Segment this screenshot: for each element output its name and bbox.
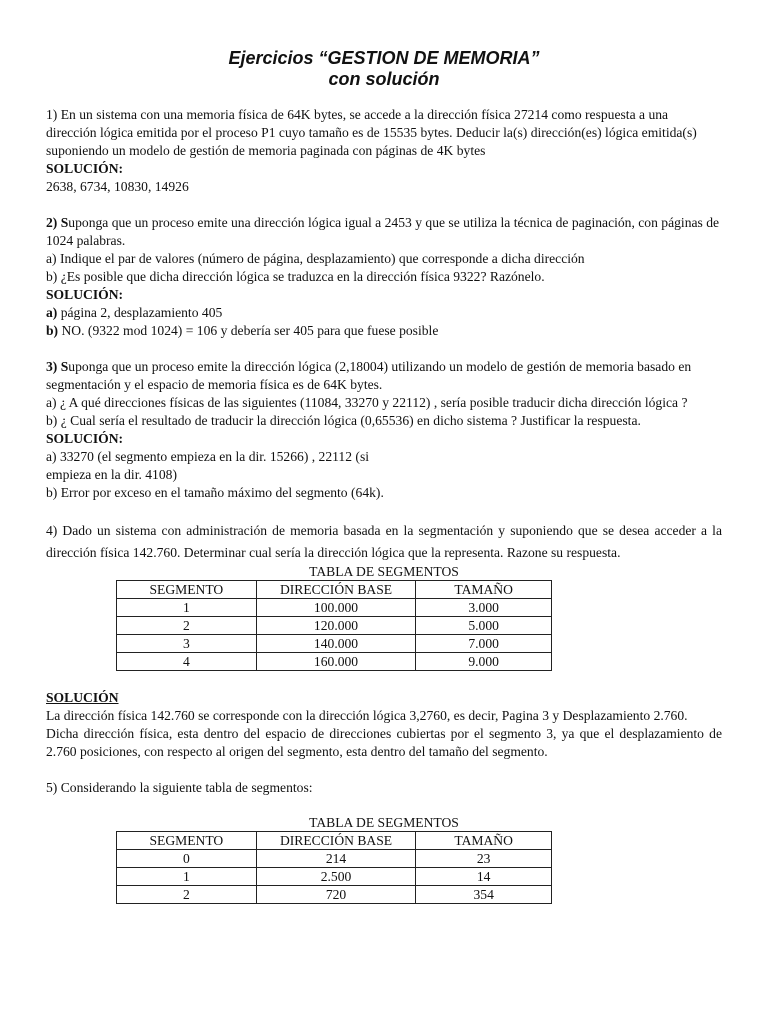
exercise-5-statement: 5) Considerando la siguiente tabla de segmentos:	[46, 780, 313, 795]
table-cell: 160.000	[256, 653, 416, 671]
answer-a-label: a)	[46, 305, 58, 320]
exercise-2-question-a: a) Indique el par de valores (número de página, desplazamiento) que corresponde a dicha dirección	[46, 251, 585, 266]
exercise-2-statement	[46, 214, 722, 250]
exercise-4-statement: 4) Dado un sistema con administración de memoria basada en la segmentación y suponiendo que se desea acceder a la dirección física 142.760. Determinar cual sería la dirección lógica que la representa. Razone su respuesta.	[46, 523, 722, 560]
table-cell: 3.000	[416, 599, 552, 617]
table-cell: 14	[416, 868, 552, 886]
table-header-row	[117, 581, 552, 599]
segment-table-2-caption: TABLA DE SEGMENTOS	[309, 815, 459, 830]
table-cell: 2.500	[256, 868, 416, 886]
exercise-3-text: uponga que un proceso emite la dirección lógica (2,18004) utilizando un modelo de gestión de memoria basado en segmentación y el espacio de memoria física es de 64K bytes.	[46, 359, 692, 392]
table-cell: 0	[117, 850, 257, 868]
exercise-3-answer-a-line1: a) 33270 (el segmento empieza en la dir. 15266) , 22112 (si	[46, 449, 370, 464]
segment-table-1-caption: TABLA DE SEGMENTOS	[309, 564, 459, 579]
exercise-3-answer-a-line2: empieza en la dir. 4108)	[46, 467, 177, 482]
table-cell: 214	[256, 850, 416, 868]
exercise-4-solution-p2: Dicha dirección física, esta dentro del espacio de direcciones cubiertas por el segmento 3, ya que el desplazamiento de 2.760 posiciones, con respecto al origen del segmento, esta dentro del tamaño del segmento.	[46, 726, 722, 759]
answer-a-text: página 2, desplazamiento 405	[57, 305, 223, 320]
document-title: Ejercicios “GESTION DE MEMORIA”	[228, 48, 540, 68]
table-cell: 1	[117, 599, 257, 617]
header-segmento: SEGMENTO	[117, 581, 257, 599]
header-segmento: SEGMENTO	[117, 832, 257, 850]
exercise-3-statement	[46, 358, 722, 394]
table-cell: 120.000	[256, 617, 416, 635]
table-cell: 9.000	[416, 653, 552, 671]
answer-b-text: NO. (9322 mod 1024) = 106 y debería ser 405 para que fuese posible	[58, 323, 439, 338]
exercise-4-solution-p1: La dirección física 142.760 se corresponde con la dirección lógica 3,2760, es decir, Pagina 3 y Desplazamiento 2.760.	[46, 708, 688, 723]
document-subtitle: con solución	[328, 69, 440, 89]
segment-table-1	[116, 580, 552, 671]
exercise-1-statement: 1) En un sistema con una memoria física de 64K bytes, se accede a la dirección física 27214 como respuesta a una dirección lógica emitida por el proceso P1 cuyo tamaño es de 15535 bytes. Deducir la(s) dirección(es) lógica emitida(s) suponiendo un modelo de gestión de memoria paginada con páginas de 4K bytes	[46, 107, 697, 158]
document-body	[46, 106, 722, 904]
table-header-row	[117, 832, 552, 850]
exercise-2-answer-b	[46, 322, 722, 340]
table-cell: 3	[117, 635, 257, 653]
table-row	[117, 653, 552, 671]
table-row	[117, 617, 552, 635]
exercise-3-number: 3) S	[46, 359, 69, 374]
exercise-1-answer: 2638, 6734, 10830, 14926	[46, 179, 189, 194]
exercise-3-solution-label: SOLUCIÓN:	[46, 431, 124, 446]
header-tamano: TAMAÑO	[416, 832, 552, 850]
exercise-4-solution-label: SOLUCIÓN	[46, 690, 119, 705]
header-direccion-base: DIRECCIÓN BASE	[256, 832, 416, 850]
exercise-3-question-a: a) ¿ A qué direcciones físicas de las siguientes (11084, 33270 y 22112) , sería posible traducir dicha dirección lógica ?	[46, 395, 688, 410]
table-row	[117, 599, 552, 617]
table-row	[117, 868, 552, 886]
exercise-3-answer-b: b) Error por exceso en el tamaño máximo del segmento (64k).	[46, 485, 384, 500]
table-cell: 7.000	[416, 635, 552, 653]
segment-table-2	[116, 831, 552, 904]
exercise-2-answer-a	[46, 304, 722, 322]
table-cell: 23	[416, 850, 552, 868]
table-cell: 5.000	[416, 617, 552, 635]
exercise-2-question-b: b) ¿Es posible que dicha dirección lógica se traduzca en la dirección física 9322? Razónelo.	[46, 269, 545, 284]
exercise-1-solution-label: SOLUCIÓN:	[46, 161, 124, 176]
exercise-3-question-b: b) ¿ Cual sería el resultado de traducir la dirección lógica (0,65536) en dicho sistema ? Justificar la respuesta.	[46, 413, 641, 428]
table-row	[117, 635, 552, 653]
answer-b-label: b)	[46, 323, 59, 338]
table-cell: 1	[117, 868, 257, 886]
table-row	[117, 886, 552, 904]
header-tamano: TAMAÑO	[416, 581, 552, 599]
table-cell: 4	[117, 653, 257, 671]
exercise-2-solution-label: SOLUCIÓN:	[46, 287, 124, 302]
table-cell: 720	[256, 886, 416, 904]
table-cell: 140.000	[256, 635, 416, 653]
table-cell: 2	[117, 617, 257, 635]
table-cell: 354	[416, 886, 552, 904]
table-cell: 2	[117, 886, 257, 904]
table-row	[117, 850, 552, 868]
table-cell: 100.000	[256, 599, 416, 617]
exercise-2-text: uponga que un proceso emite una dirección lógica igual a 2453 y que se utiliza la técnica de paginación, con páginas de 1024 palabras.	[46, 215, 720, 248]
exercise-2-number: 2) S	[46, 215, 69, 230]
header-direccion-base: DIRECCIÓN BASE	[256, 581, 416, 599]
